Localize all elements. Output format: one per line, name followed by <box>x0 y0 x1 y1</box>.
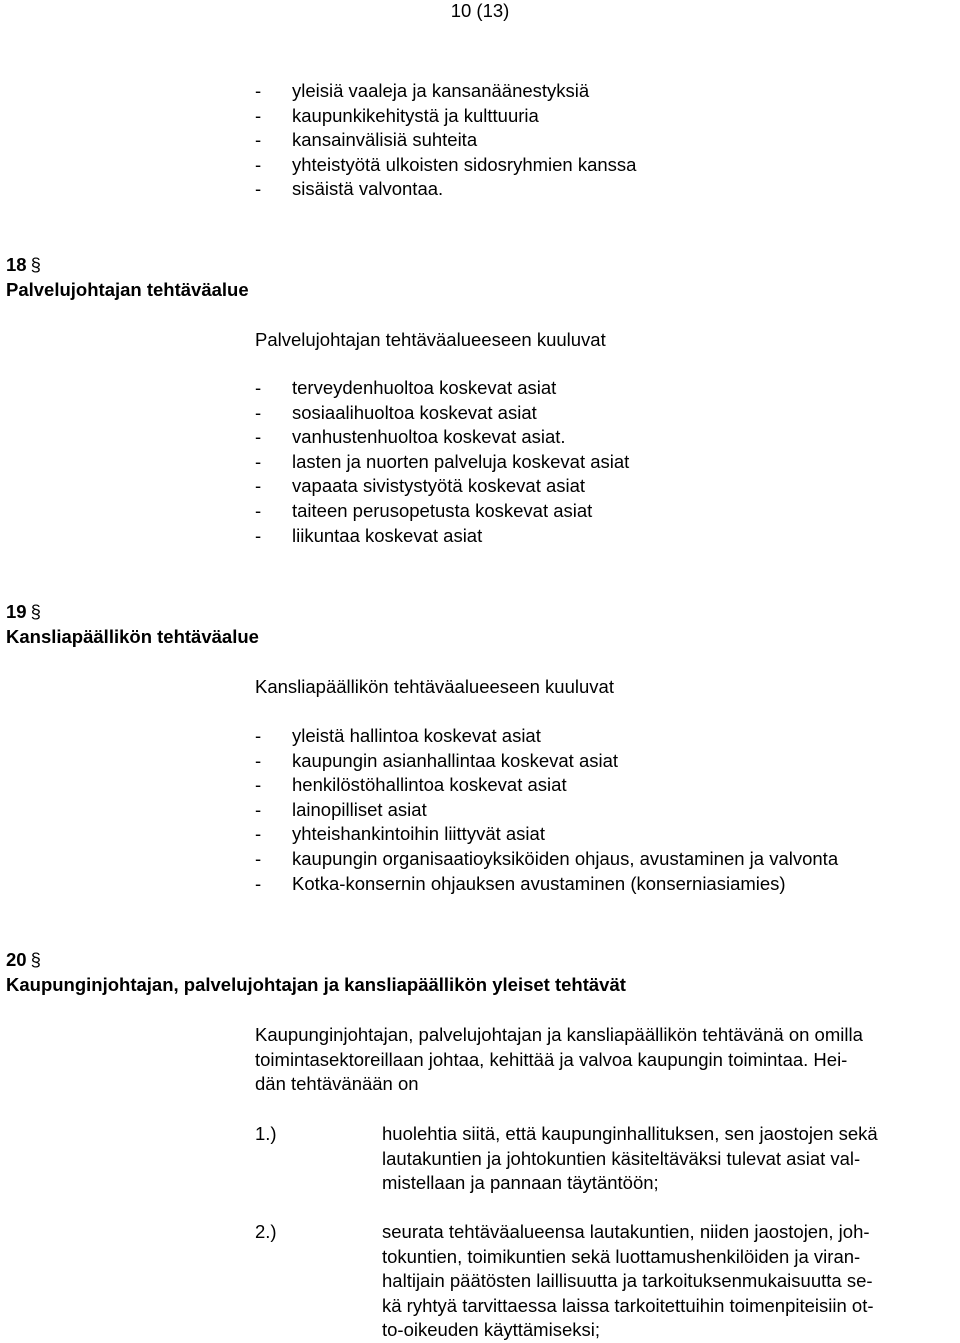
bullet-dash: - <box>255 450 262 472</box>
bullet-dash: - <box>255 475 262 497</box>
bullet-dash: - <box>255 80 262 101</box>
list-item: - kaupungin asianhallintaa koskevat asiat <box>255 749 838 774</box>
list-item: - terveydenhuoltoa koskevat asiat <box>255 376 629 401</box>
bullet-dash: - <box>255 401 262 423</box>
paragraph-line: Kaupunginjohtajan, palvelujohtajan ja kansliapäällikön tehtävänä on omilla <box>255 1024 863 1045</box>
list-item: - yhteishankintoihin liittyvät asiat <box>255 822 838 847</box>
page-number: 10 (13) <box>450 0 510 21</box>
list-item: - sosiaalihuoltoa koskevat asiat <box>255 401 629 426</box>
item-number: 1.) <box>255 1123 277 1144</box>
section-18-title: Palvelujohtajan tehtäväalue <box>6 279 249 300</box>
section-19-intro: Kansliapäällikön tehtäväalueeseen kuuluvat <box>255 676 614 697</box>
list-item: - lasten ja nuorten palveluja koskevat asiat <box>255 450 629 475</box>
list-item: - kaupungin organisaatioyksiköiden ohjaus, avustaminen ja valvonta <box>255 847 838 872</box>
list-item: - sisäistä valvontaa. <box>255 177 636 202</box>
bullet-dash: - <box>255 129 262 151</box>
bullet-dash: - <box>255 872 262 894</box>
list-item: - Kotka-konsernin ohjauksen avustaminen (konserniasiamies) <box>255 872 838 897</box>
section-18-list <box>255 376 629 548</box>
bullet-dash: - <box>255 847 262 869</box>
list-item: - taiteen perusopetusta koskevat asiat <box>255 499 629 524</box>
bullet-dash: - <box>255 749 262 771</box>
list-item: - yhteistyötä ulkoisten sidosryhmien kanssa <box>255 153 636 178</box>
item-line: huolehtia siitä, että kaupunginhallituksen, sen jaostojen sekä <box>382 1123 878 1144</box>
bullet-dash: - <box>255 499 262 521</box>
list-item: - lainopilliset asiat <box>255 798 838 823</box>
section-20-number: 20 § <box>6 948 41 973</box>
section-20-title: Kaupunginjohtajan, palvelujohtajan ja kansliapäällikön yleiset tehtävät <box>6 974 626 995</box>
section-18-number: 18 § <box>6 253 41 278</box>
list-item: - vanhustenhuoltoa koskevat asiat. <box>255 425 629 450</box>
item-line: seurata tehtäväalueensa lautakuntien, niiden jaostojen, joh- <box>382 1221 870 1242</box>
section-18-intro: Palvelujohtajan tehtäväalueeseen kuuluvat <box>255 329 606 350</box>
list-item: - liikuntaa koskevat asiat <box>255 524 629 549</box>
bullet-dash: - <box>255 725 262 746</box>
section-sign-icon: § <box>30 254 41 275</box>
paragraph-line: toimintasektoreillaan johtaa, kehittää ja valvoa kaupungin toimintaa. Hei- <box>255 1048 848 1070</box>
item-line: lautakuntien ja johtokuntien käsiteltäväksi tulevat asiat val- <box>382 1147 861 1169</box>
bullet-dash: - <box>255 774 262 796</box>
bullet-dash: - <box>255 426 262 448</box>
item-line: kä ryhtyä tarvittaessa laissa tarkoitettuihin toimenpiteisiin ot- <box>382 1294 874 1316</box>
list-item: - vapaata sivistystyötä koskevat asiat <box>255 474 629 499</box>
list-item: - yleistä hallintoa koskevat asiat <box>255 724 838 749</box>
list-item: - henkilöstöhallintoa koskevat asiat <box>255 773 838 798</box>
bullet-dash: - <box>255 104 262 126</box>
list-item: - kansainvälisiä suhteita <box>255 128 636 153</box>
section-19-list <box>255 724 838 896</box>
section-sign-icon: § <box>30 601 41 622</box>
section-19-title: Kansliapäällikön tehtäväalue <box>6 626 259 647</box>
bullet-dash: - <box>255 377 262 398</box>
item-line: tokuntien, toimikuntien sekä luottamushenkilöiden ja viran- <box>382 1245 861 1267</box>
list-item: - kaupunkikehitystä ja kulttuuria <box>255 104 636 129</box>
list-item: - yleisiä vaaleja ja kansanäänestyksiä <box>255 79 636 104</box>
section-19-number: 19 § <box>6 600 41 625</box>
paragraph-line: dän tehtävänään on <box>255 1073 419 1095</box>
numbered-item-1 <box>255 1122 878 1196</box>
bullet-dash: - <box>255 823 262 845</box>
item-line: to-oikeuden käyttämiseksi; <box>382 1319 600 1341</box>
section-sign-icon: § <box>30 949 41 970</box>
section-20-intro <box>255 1023 863 1097</box>
bullet-dash: - <box>255 178 262 200</box>
item-line: haltijain päätösten laillisuutta ja tarkoituksenmukaisuutta se- <box>382 1270 873 1292</box>
bullet-dash: - <box>255 153 262 175</box>
numbered-item-2 <box>255 1220 874 1343</box>
intro-list <box>255 79 636 202</box>
bullet-dash: - <box>255 798 262 820</box>
bullet-dash: - <box>255 524 262 546</box>
item-line: mistellaan ja pannaan täytäntöön; <box>382 1172 659 1194</box>
item-number: 2.) <box>255 1221 277 1242</box>
